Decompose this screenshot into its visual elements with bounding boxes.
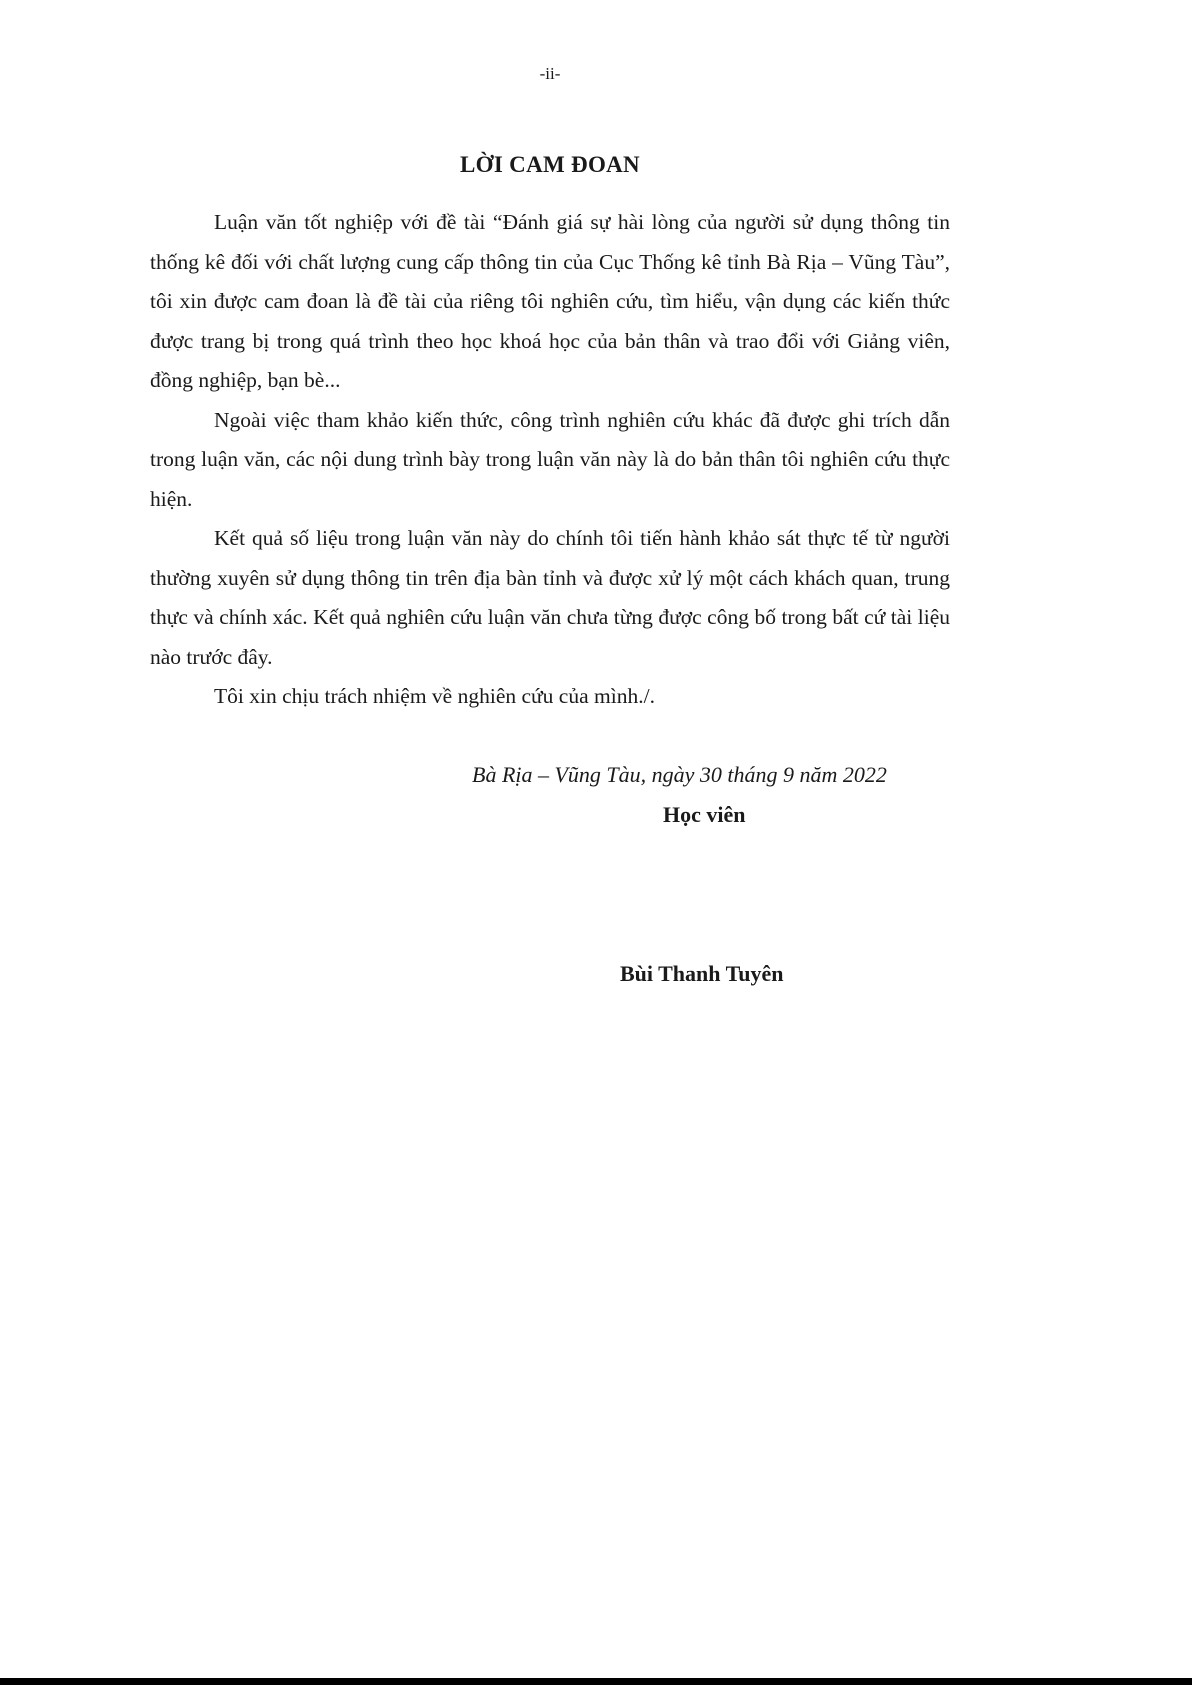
signature-role: Học viên (663, 802, 746, 827)
paragraph-4: Tôi xin chịu trách nhiệm về nghiên cứu của mình./. (214, 684, 655, 708)
signature-date-place: Bà Rịa – Vũng Tàu, ngày 30 tháng 9 năm 2022 (472, 762, 887, 787)
bottom-edge-bar (0, 1678, 1192, 1685)
paragraph-1: Luận văn tốt nghiệp với đề tài “Đánh giá sự hài lòng của người sử dụng thông tin thống kê đối với chất lượng cung cấp thông tin của Cục Thống kê tỉnh Bà Rịa – Vũng Tàu”, tôi xin được cam đoan là đề tài của riêng tôi nghiên cứu, tìm hiểu, vận dụng các kiến thức được trang bị trong quá trình theo học khoá học của bản thân và trao đổi với Giảng viên, đồng nghiệp, bạn bè... (150, 210, 950, 392)
signature-name: Bùi Thanh Tuyên (620, 961, 784, 986)
declaration-body (150, 203, 950, 717)
paragraph-3: Kết quả số liệu trong luận văn này do chính tôi tiến hành khảo sát thực tế từ người thường xuyên sử dụng thông tin trên địa bàn tỉnh và được xử lý một cách khách quan, trung thực và chính xác. Kết quả nghiên cứu luận văn chưa từng được công bố trong bất cứ tài liệu nào trước đây. (150, 526, 950, 669)
page-title: LỜI CAM ĐOAN (460, 152, 640, 177)
paragraph-2: Ngoài việc tham khảo kiến thức, công trình nghiên cứu khác đã được ghi trích dẫn trong luận văn, các nội dung trình bày trong luận văn này là do bản thân tôi nghiên cứu thực hiện. (150, 407, 950, 511)
page-number: -ii- (539, 64, 561, 83)
